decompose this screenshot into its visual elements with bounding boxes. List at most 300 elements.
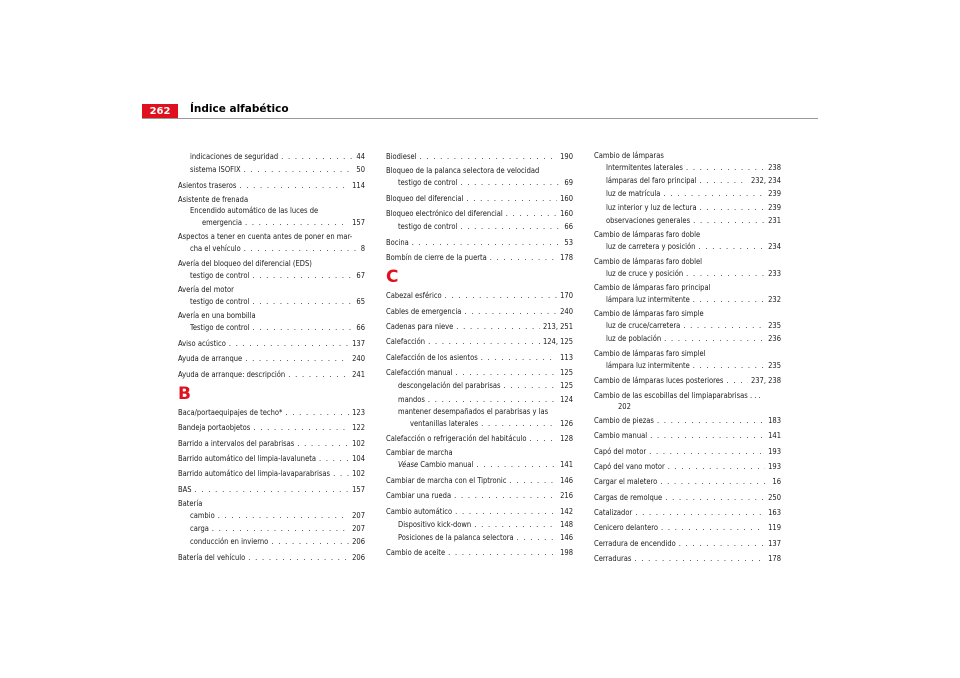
dot-leader bbox=[244, 163, 354, 176]
entry-page: 239 bbox=[768, 202, 781, 212]
entry-term: Cambio de aceite bbox=[386, 548, 446, 558]
entry-page: 146 bbox=[560, 532, 573, 542]
entry-term: luz de cruce/carretera bbox=[606, 321, 681, 331]
index-entry bbox=[594, 374, 781, 387]
entry-page: 178 bbox=[560, 253, 573, 263]
dot-leader bbox=[248, 551, 349, 564]
dot-leader bbox=[212, 522, 349, 535]
index-entry bbox=[386, 289, 573, 302]
entry-page: 157 bbox=[352, 484, 365, 494]
entry-term: Bloqueo del diferencial bbox=[386, 193, 464, 203]
index-entry bbox=[386, 251, 573, 264]
entry-term: Batería del vehículo bbox=[178, 552, 246, 562]
entry-page: 102 bbox=[352, 438, 365, 448]
entry-page: 67 bbox=[356, 270, 365, 280]
entry-row bbox=[178, 242, 365, 255]
entry-page: 234 bbox=[768, 242, 781, 252]
entry-term: Cambio automático bbox=[386, 506, 453, 516]
entry-page: 44 bbox=[356, 152, 365, 161]
index-entry bbox=[178, 452, 365, 465]
index-entry bbox=[178, 179, 365, 192]
entry-page: 240 bbox=[560, 306, 573, 316]
entry-term: cha el vehículo bbox=[190, 244, 241, 254]
entry-row bbox=[386, 505, 573, 518]
dot-leader bbox=[506, 207, 557, 220]
dot-leader bbox=[281, 150, 353, 163]
entry-row bbox=[594, 187, 781, 200]
dot-leader bbox=[253, 421, 349, 434]
entry-page: 160 bbox=[560, 193, 573, 203]
entry-page: 213, 251 bbox=[542, 322, 573, 331]
dot-leader bbox=[252, 295, 353, 308]
index-entry bbox=[594, 201, 781, 214]
dot-leader bbox=[288, 368, 349, 381]
dot-leader bbox=[683, 319, 765, 332]
index-entry bbox=[594, 537, 781, 550]
index-entry bbox=[594, 319, 781, 332]
entry-page: 236 bbox=[768, 334, 781, 344]
entry-page: 202 bbox=[618, 401, 631, 411]
index-entry bbox=[178, 205, 365, 229]
dot-leader bbox=[661, 521, 765, 534]
entry-heading: Asistente de frenada bbox=[178, 194, 249, 204]
dot-leader bbox=[218, 509, 349, 522]
entry-row bbox=[178, 337, 365, 350]
index-entry bbox=[178, 509, 365, 522]
index-entry bbox=[178, 295, 365, 308]
entry-page: 163 bbox=[768, 508, 781, 517]
entry-page: 50 bbox=[356, 165, 365, 175]
entry-row bbox=[178, 452, 365, 465]
entry-page: 123 bbox=[352, 407, 365, 417]
entry-row bbox=[386, 176, 573, 189]
entry-page: 241 bbox=[352, 369, 365, 379]
index-column-2 bbox=[386, 150, 573, 560]
index-entry bbox=[178, 406, 365, 419]
dot-leader bbox=[229, 337, 349, 350]
dot-leader bbox=[693, 359, 765, 372]
entry-row bbox=[386, 531, 573, 544]
entry-row bbox=[386, 518, 573, 531]
index-entry bbox=[178, 467, 365, 480]
entry-row bbox=[178, 406, 365, 419]
index-entry bbox=[386, 474, 573, 487]
entry-row bbox=[594, 521, 781, 534]
entry-page: 232, 234 bbox=[750, 176, 781, 186]
dot-leader bbox=[456, 366, 558, 379]
dot-leader bbox=[428, 393, 557, 406]
dot-leader bbox=[460, 176, 561, 189]
dot-leader bbox=[239, 179, 349, 192]
dot-leader bbox=[635, 506, 765, 519]
entry-row bbox=[386, 251, 573, 264]
index-entry bbox=[178, 284, 365, 295]
entry-page: 206 bbox=[352, 552, 365, 562]
dot-leader bbox=[686, 267, 765, 280]
entry-row bbox=[386, 351, 573, 364]
index-column-3 bbox=[594, 150, 781, 565]
entry-row bbox=[594, 491, 781, 504]
page-number: 262 bbox=[142, 104, 178, 118]
entry-page: 206 bbox=[352, 537, 365, 547]
entry-term: Biodiesel bbox=[386, 152, 417, 161]
index-entry bbox=[178, 337, 365, 350]
dot-leader bbox=[412, 236, 562, 249]
entry-page: 235 bbox=[768, 321, 781, 331]
entry-term: Cambio manual bbox=[594, 431, 648, 441]
entry-page: 66 bbox=[564, 222, 573, 232]
entry-heading: Cambio de lámparas faro doblel bbox=[594, 256, 702, 266]
entry-page: 141 bbox=[768, 431, 781, 441]
index-entry bbox=[594, 150, 781, 161]
entry-term: Capó del motor bbox=[594, 446, 647, 456]
index-entry bbox=[386, 236, 573, 249]
index-entry bbox=[386, 546, 573, 559]
entry-row bbox=[178, 483, 365, 496]
dot-leader bbox=[253, 321, 354, 334]
index-entry bbox=[178, 368, 365, 381]
entry-term: Cambiar de marcha con el Tiptronic bbox=[386, 475, 507, 485]
entry-term: testigo de control bbox=[398, 178, 458, 188]
entry-row bbox=[594, 332, 781, 345]
entry-term: Calefacción bbox=[386, 337, 426, 347]
entry-page: 193 bbox=[768, 446, 781, 456]
dot-leader bbox=[245, 216, 349, 229]
entry-term: luz de cruce y posición bbox=[606, 268, 684, 278]
entry-text-line: Cambio de las escobillas del limpiaparabrisas . . . bbox=[594, 390, 761, 400]
entry-row bbox=[594, 174, 781, 187]
index-entry bbox=[386, 505, 573, 518]
dot-leader bbox=[420, 150, 558, 163]
entry-page: 137 bbox=[352, 338, 365, 348]
index-entry bbox=[594, 414, 781, 427]
dot-leader bbox=[481, 417, 557, 430]
entry-term: Posiciones de la palanca selectora bbox=[398, 532, 514, 542]
entry-term: lámpara luz intermitente bbox=[606, 360, 690, 370]
section-letter: C bbox=[386, 267, 399, 288]
index-entry bbox=[594, 229, 781, 240]
dot-leader bbox=[660, 475, 769, 488]
entry-row bbox=[178, 522, 365, 535]
entry-page: 148 bbox=[560, 519, 573, 529]
entry-page: 137 bbox=[768, 538, 781, 548]
entry-row bbox=[386, 192, 573, 205]
entry-page: 114 bbox=[352, 180, 365, 190]
entry-row bbox=[594, 552, 781, 565]
entry-term: carga bbox=[190, 524, 209, 534]
entry-heading: Bloqueo de la palanca selectora de velocidad bbox=[386, 166, 540, 176]
entry-term: Barrido a intervalos del parabrisas bbox=[178, 438, 295, 448]
entry-term: Calefacción o refrigeración del habitáculo bbox=[386, 434, 527, 444]
index-entry bbox=[386, 335, 573, 348]
index-entry bbox=[594, 390, 781, 412]
dot-leader bbox=[693, 293, 765, 306]
entry-term: Cabezal esférico bbox=[386, 291, 442, 301]
entry-term: observaciones generales bbox=[606, 215, 691, 225]
page-title: Índice alfabético bbox=[190, 103, 289, 115]
index-entry bbox=[594, 429, 781, 442]
entry-page: 178 bbox=[768, 554, 781, 564]
index-entry bbox=[594, 332, 781, 345]
dot-leader bbox=[668, 460, 765, 473]
index-entry bbox=[594, 460, 781, 473]
dot-leader bbox=[664, 332, 765, 345]
entry-row bbox=[594, 359, 781, 372]
entry-term: Barrido automático del limpia-lavaparabrisas bbox=[178, 469, 331, 479]
index-entry bbox=[386, 207, 573, 220]
entry-page: 207 bbox=[352, 524, 365, 534]
entry-row bbox=[594, 201, 781, 214]
entry-row bbox=[594, 374, 781, 387]
index-entry bbox=[594, 308, 781, 319]
entry-page: 233 bbox=[768, 268, 781, 278]
entry-term: luz interior y luz de lectura bbox=[606, 202, 697, 212]
entry-page: 126 bbox=[560, 418, 573, 428]
entry-term: Dispositivo kick-down bbox=[398, 519, 472, 529]
entry-row bbox=[386, 150, 573, 163]
entry-heading: Cambio de lámparas bbox=[594, 151, 664, 160]
entry-row bbox=[594, 293, 781, 306]
entry-page: 232 bbox=[768, 294, 781, 304]
entry-term: sistema ISOFIX bbox=[190, 165, 241, 175]
index-entry bbox=[178, 535, 365, 548]
index-entry bbox=[594, 282, 781, 293]
index-entry bbox=[594, 348, 781, 359]
entry-term: conducción en invierno bbox=[190, 537, 269, 547]
entry-row bbox=[386, 458, 573, 471]
entry-heading: Cambio de lámparas faro principal bbox=[594, 282, 711, 292]
entry-term: luz de carretera y posición bbox=[606, 242, 696, 252]
entry-page: 104 bbox=[352, 453, 365, 463]
entry-row bbox=[386, 432, 573, 445]
entry-page: 183 bbox=[768, 415, 781, 425]
dot-leader bbox=[464, 305, 557, 318]
entry-page: 53 bbox=[564, 237, 573, 247]
dot-leader bbox=[693, 214, 765, 227]
entry-row bbox=[594, 445, 781, 458]
entry-term: mandos bbox=[398, 394, 425, 404]
dot-leader bbox=[698, 240, 765, 253]
entry-term: Cerradura de encendido bbox=[594, 538, 676, 548]
index-entry bbox=[386, 518, 573, 531]
index-entry bbox=[178, 437, 365, 450]
entry-term: Aviso acústico bbox=[178, 338, 226, 348]
index-entry bbox=[386, 150, 573, 163]
entry-row bbox=[594, 214, 781, 227]
dot-leader bbox=[686, 161, 765, 174]
entry-page: 16 bbox=[772, 477, 781, 487]
entry-term: emergencia bbox=[202, 217, 242, 227]
index-entry bbox=[178, 269, 365, 282]
entry-row bbox=[594, 460, 781, 473]
dot-leader bbox=[474, 518, 557, 531]
index-entry bbox=[594, 506, 781, 519]
entry-text-line: mantener desempañados el parabrisas y las bbox=[398, 406, 549, 416]
entry-page: 142 bbox=[560, 506, 573, 516]
entry-heading: Cambiar de marcha bbox=[386, 448, 453, 458]
entry-row bbox=[386, 379, 573, 392]
entry-term: Cargar el maletero bbox=[594, 477, 658, 487]
entry-page: 193 bbox=[768, 461, 781, 471]
dot-leader bbox=[455, 505, 557, 518]
index-entry bbox=[178, 321, 365, 334]
entry-row bbox=[386, 417, 573, 430]
entry-row bbox=[386, 220, 573, 233]
index-entry bbox=[386, 165, 573, 176]
index-entry bbox=[178, 498, 365, 509]
entry-term: Barrido automático del limpia-lavaluneta bbox=[178, 453, 316, 463]
entry-row bbox=[178, 295, 365, 308]
entry-term: indicaciones de seguridad bbox=[190, 152, 279, 161]
entry-term: luz de matrícula bbox=[606, 189, 661, 199]
header-rule bbox=[142, 118, 818, 119]
entry-row bbox=[178, 467, 365, 480]
dot-leader bbox=[700, 201, 766, 214]
dot-leader bbox=[454, 489, 557, 502]
dot-leader bbox=[245, 352, 349, 365]
index-entry bbox=[594, 187, 781, 200]
entry-term: cambio bbox=[190, 511, 215, 520]
entry-page: 113 bbox=[560, 352, 573, 362]
entry-term: Ayuda de arranque bbox=[178, 354, 243, 364]
dot-leader bbox=[649, 445, 765, 458]
entry-heading: Cambio de lámparas faro doble bbox=[594, 230, 701, 240]
entry-term: Ayuda de arranque: descripción bbox=[178, 369, 286, 379]
entry-row bbox=[178, 437, 365, 450]
entry-term: luz de población bbox=[606, 334, 662, 344]
index-entry bbox=[594, 214, 781, 227]
entry-row bbox=[386, 320, 573, 333]
entry-page: 240 bbox=[352, 354, 365, 364]
dot-leader bbox=[297, 437, 349, 450]
entry-row bbox=[178, 509, 365, 522]
dot-leader bbox=[252, 269, 353, 282]
index-entry bbox=[386, 489, 573, 502]
entry-page: 102 bbox=[352, 469, 365, 479]
entry-page: 238 bbox=[768, 163, 781, 172]
index-entry bbox=[594, 491, 781, 504]
index-entry bbox=[178, 150, 365, 163]
dot-leader bbox=[700, 174, 748, 187]
index-entry bbox=[594, 240, 781, 253]
index-entry bbox=[178, 352, 365, 365]
index-entry bbox=[178, 163, 365, 176]
index-entry bbox=[386, 406, 573, 430]
entry-term: testigo de control bbox=[190, 270, 250, 280]
entry-page: 160 bbox=[560, 209, 573, 219]
entry-term: Bandeja portaobjetos bbox=[178, 423, 251, 433]
entry-page: 124, 125 bbox=[542, 337, 573, 347]
index-entry bbox=[178, 551, 365, 564]
entry-term: Cables de emergencia bbox=[386, 306, 462, 316]
entry-row bbox=[178, 535, 365, 548]
dot-leader bbox=[195, 483, 350, 496]
entry-row bbox=[386, 546, 573, 559]
dot-leader bbox=[657, 414, 765, 427]
index-entry bbox=[386, 379, 573, 392]
entry-heading: Avería en una bombilla bbox=[178, 311, 256, 321]
entry-row bbox=[594, 429, 781, 442]
dot-leader bbox=[634, 552, 765, 565]
entry-row bbox=[386, 207, 573, 220]
entry-page: 237, 238 bbox=[750, 376, 781, 386]
index-entry bbox=[178, 483, 365, 496]
dot-leader bbox=[333, 467, 349, 480]
entry-heading: Avería del bloqueo del diferencial (EDS) bbox=[178, 258, 312, 268]
entry-term: Bocina bbox=[386, 237, 409, 247]
see-reference: Véase bbox=[398, 460, 419, 470]
entry-row bbox=[594, 475, 781, 488]
entry-page: 198 bbox=[560, 548, 573, 558]
index-entry bbox=[594, 161, 781, 174]
entry-term: descongelación del parabrisas bbox=[398, 381, 501, 391]
index-entry bbox=[594, 293, 781, 306]
entry-page: 216 bbox=[560, 491, 573, 501]
index-entry bbox=[386, 351, 573, 364]
entry-term-text: Cambio manual bbox=[420, 460, 474, 470]
entry-page: 190 bbox=[560, 152, 573, 161]
entry-row bbox=[594, 161, 781, 174]
entry-term: Bloqueo electrónico del diferencial bbox=[386, 209, 503, 219]
entry-row bbox=[594, 506, 781, 519]
entry-term: Cadenas para nieve bbox=[386, 322, 454, 331]
index-entry bbox=[594, 267, 781, 280]
entry-row bbox=[386, 474, 573, 487]
dot-leader bbox=[476, 458, 557, 471]
entry-term: Cambiar una rueda bbox=[386, 491, 452, 501]
entry-page: 235 bbox=[768, 360, 781, 370]
entry-term: Baca/portaequipajes de techo* bbox=[178, 407, 283, 417]
entry-row bbox=[178, 352, 365, 365]
index-entry bbox=[386, 366, 573, 379]
index-entry bbox=[386, 192, 573, 205]
entry-page: 157 bbox=[352, 217, 365, 227]
entry-page: 146 bbox=[560, 475, 573, 485]
entry-page: 124 bbox=[560, 394, 573, 404]
entry-heading: Avería del motor bbox=[178, 285, 234, 295]
index-entry bbox=[178, 310, 365, 321]
dot-leader bbox=[510, 474, 558, 487]
entry-page: 122 bbox=[352, 423, 365, 433]
entry-term: lámpara luz intermitente bbox=[606, 294, 690, 304]
index-entry bbox=[386, 320, 573, 333]
entry-term: Intermitentes laterales bbox=[606, 163, 683, 172]
dot-leader bbox=[663, 187, 765, 200]
index-entry bbox=[594, 521, 781, 534]
entry-term: testigo de control bbox=[190, 297, 250, 307]
entry-row bbox=[386, 305, 573, 318]
entry-term: Cargas de remolque bbox=[594, 492, 663, 502]
entry-row bbox=[178, 421, 365, 434]
index-entry bbox=[594, 359, 781, 372]
entry-term: Bombín de cierre de la puerta bbox=[386, 253, 487, 263]
index-entry bbox=[594, 445, 781, 458]
entry-term: Testigo de control bbox=[190, 323, 250, 333]
dot-leader bbox=[490, 251, 557, 264]
entry-page: 69 bbox=[564, 178, 573, 188]
section-letter: B bbox=[178, 383, 191, 404]
index-column-1 bbox=[178, 150, 365, 564]
entry-term bbox=[398, 458, 473, 471]
index-entry bbox=[386, 393, 573, 406]
dot-leader bbox=[504, 379, 558, 392]
dot-leader bbox=[679, 537, 765, 550]
entry-term: Asientos traseros bbox=[178, 180, 237, 190]
entry-page: 8 bbox=[360, 244, 365, 254]
entry-term: ventanillas laterales bbox=[410, 418, 479, 428]
entry-row bbox=[178, 269, 365, 282]
entry-page: 239 bbox=[768, 189, 781, 199]
